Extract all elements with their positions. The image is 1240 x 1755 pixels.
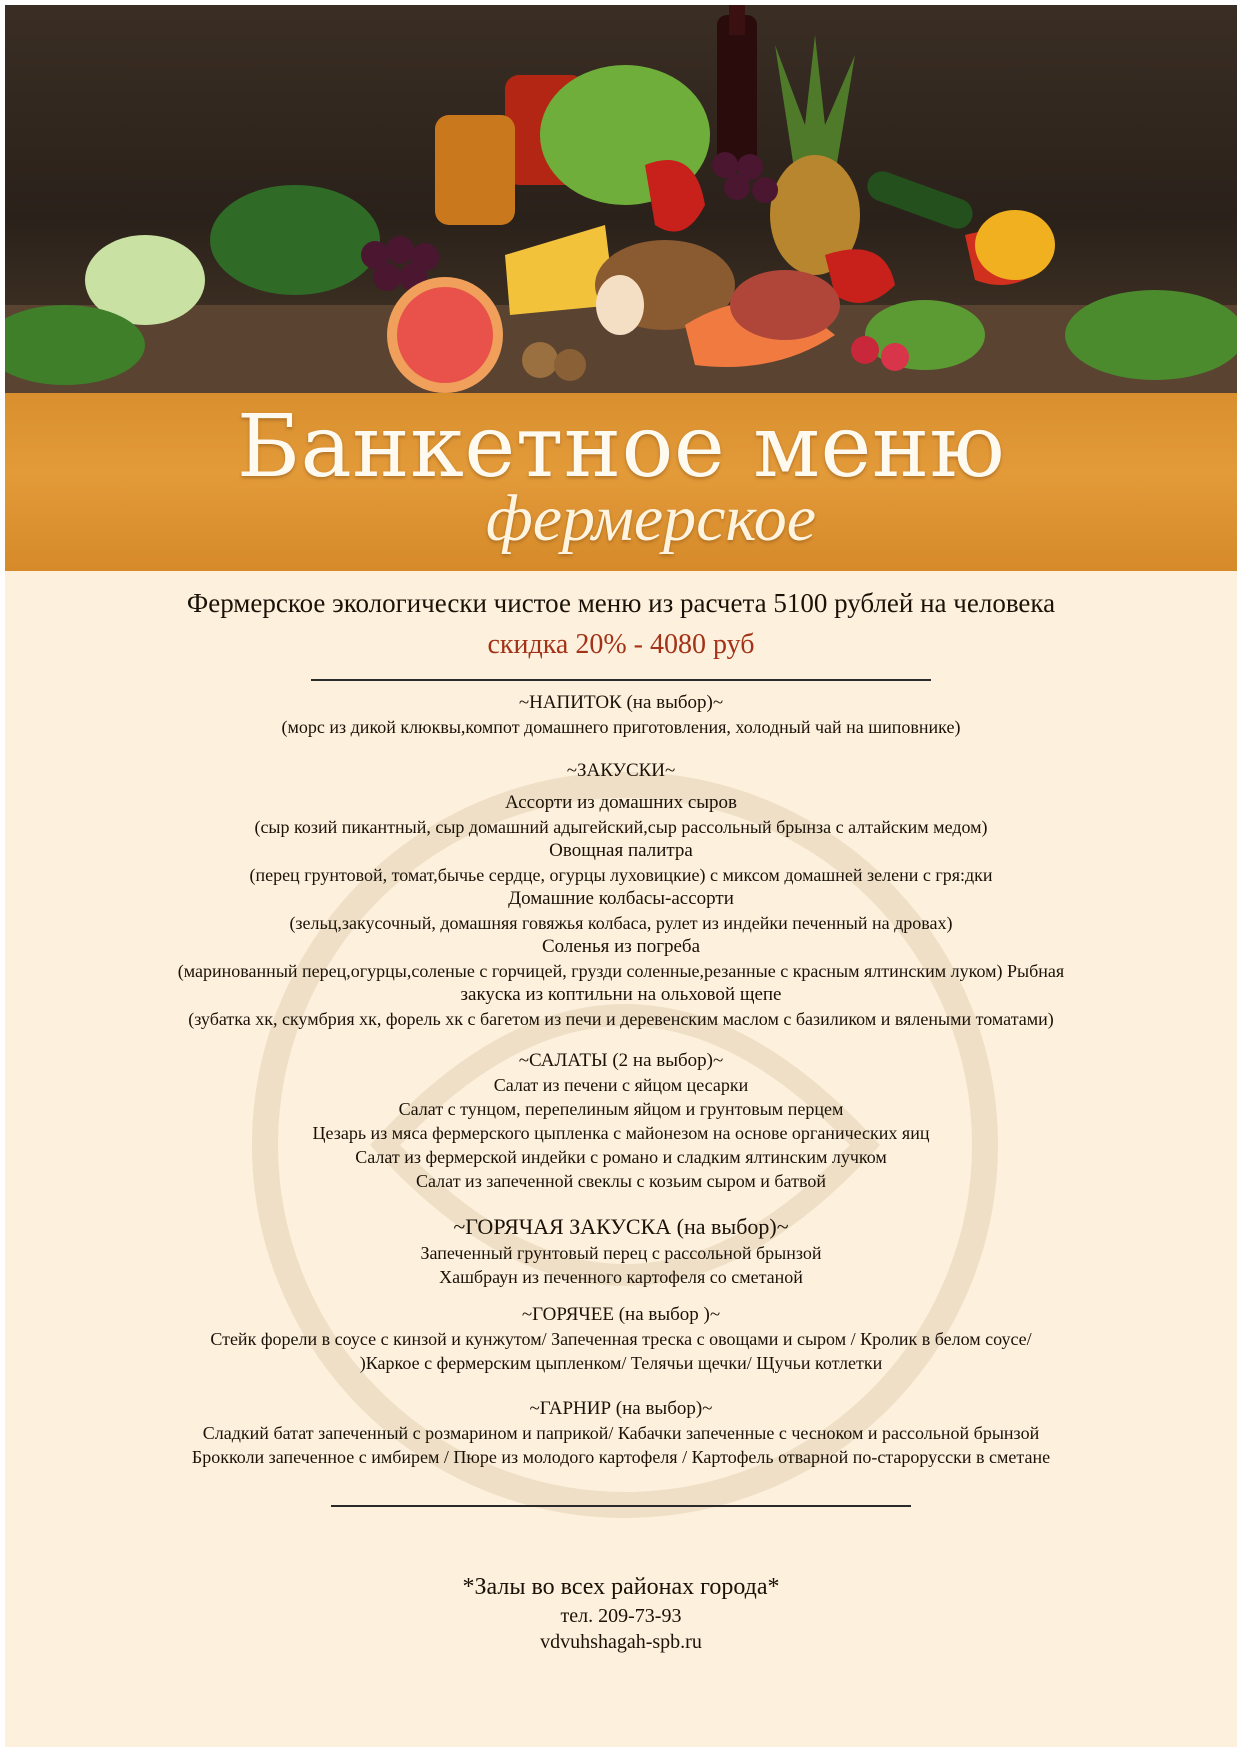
- appetizer-item-name: Овощная палитра: [549, 840, 693, 861]
- appetizer-item-name: Домашние колбасы-ассорти: [508, 888, 734, 909]
- hero-produce-photo: [5, 5, 1237, 393]
- menu-subtitle: фермерское: [485, 482, 817, 555]
- garnish-line: Брокколи запеченное с имбирем / Пюре из молодого картофеля / Картофель отварной по-старорусски в сметане: [191, 1447, 1051, 1467]
- discount-text: скидка 20% - 4080 руб: [487, 629, 755, 660]
- drink-description: (морс из дикой клюквы,компот домашнего приготовления, холодный чай на шиповнике): [281, 717, 961, 737]
- egg: [596, 275, 644, 335]
- halls-note: *Залы во всех районах города*: [462, 1574, 780, 1600]
- wine-bottle: [717, 15, 757, 165]
- hot-appetizer-item: Хашбраун из печенного картофеля со сметаной: [439, 1267, 803, 1287]
- drink-section: [5, 691, 1237, 739]
- hot-line: Стейк форели в соусе с кинзой и кунжутом/ Запеченная треска с овощами и сыром / Кролик в белом соусе/: [210, 1329, 1032, 1349]
- appetizer-item-name: Соленья из погреба: [541, 936, 701, 957]
- appetizers-section: [5, 759, 1237, 1031]
- pineapple-leaves: [775, 35, 855, 175]
- appetizer-item-desc: (маринованный перец,огурцы,соленые с горчицей, грузди соленные,резанные с красным ялтинским луком) Рыбная: [177, 961, 1065, 981]
- hot-appetizer-heading: ~ГОРЯЧАЯ ЗАКУСКА (на выбор)~: [453, 1214, 789, 1239]
- menu-content: [5, 575, 1237, 1655]
- salads-section: [5, 1049, 1237, 1193]
- appetizer-item-desc: (перец грунтовой, томат,бычье сердце, огурцы луховицкие) с миксом домашней зелени с гря:дки: [249, 865, 993, 885]
- divider-bottom: [331, 1505, 911, 1507]
- appetizer-item-name: Ассорти из домашних сыров: [504, 792, 738, 813]
- garnish-heading: ~ГАРНИР (на выбор)~: [529, 1398, 713, 1419]
- appetizer-item-desc: (сыр козий пикантный, сыр домашний адыгейский,сыр рассольный брынза с алтайским медом): [254, 817, 988, 837]
- garnish-line: Сладкий батат запеченный с розмарином и паприкой/ Кабачки запеченные с чесноком и рассольной брынзой: [202, 1423, 1040, 1443]
- salad-item: Цезарь из мяса фермерского цыпленка с майонезом на основе органических яиц: [312, 1123, 930, 1143]
- footer: [5, 1571, 1237, 1655]
- garnish-section: [5, 1397, 1237, 1469]
- ham: [730, 270, 840, 340]
- salad-item: Салат из фермерской индейки с романо и сладким ялтинским лучком: [355, 1147, 887, 1167]
- hot-line: )Каркое с фермерским цыпленком/ Телячьи щечки/ Щучьи котлетки: [359, 1353, 883, 1373]
- hot-appetizer-section: [5, 1213, 1237, 1289]
- menu-title: Банкетное меню: [236, 397, 1006, 497]
- appetizer-item-name: закуска из коптильни на ольховой щепе: [460, 984, 782, 1005]
- produce-illustration: [5, 5, 1237, 393]
- intro-text: Фермерское экологически чистое меню из расчета 5100 рублей на человека: [186, 588, 1056, 618]
- appetizers-heading: ~ЗАКУСКИ~: [566, 760, 676, 781]
- website-link[interactable]: vdvuhshagah-spb.ru: [540, 1631, 702, 1653]
- appetizer-item-desc: (зельц,закусочный, домашняя говяжья колбаса, рулет из индейки печенный на дровах): [289, 913, 953, 933]
- salad-item: Салат с тунцом, перепелиным яйцом и грунтовым перцем: [398, 1099, 844, 1119]
- phone-number: тел. 209-73-93: [560, 1605, 682, 1627]
- hot-section: [5, 1303, 1237, 1375]
- salads-heading: ~САЛАТЫ (2 на выбор)~: [518, 1050, 724, 1071]
- salad-item: Салат из печени с яйцом цесарки: [493, 1075, 749, 1095]
- hot-heading: ~ГОРЯЧЕЕ (на выбор )~: [521, 1304, 721, 1325]
- appetizer-item-desc: (зубатка хк, скумбрия хк, форель хк с багетом из печи и деревенским маслом с базиликом и вялеными томатами): [188, 1009, 1054, 1029]
- jar-peaches: [435, 115, 515, 225]
- drink-heading: ~НАПИТОК (на выбор)~: [518, 692, 724, 713]
- divider-top: [311, 679, 931, 681]
- salad-item: Салат из запеченной свеклы с козьим сыром и батвой: [416, 1171, 826, 1191]
- menu-page: [5, 5, 1237, 1747]
- hot-appetizer-item: Запеченный грунтовый перец с рассольной брынзой: [420, 1243, 822, 1263]
- broccoli: [210, 185, 380, 295]
